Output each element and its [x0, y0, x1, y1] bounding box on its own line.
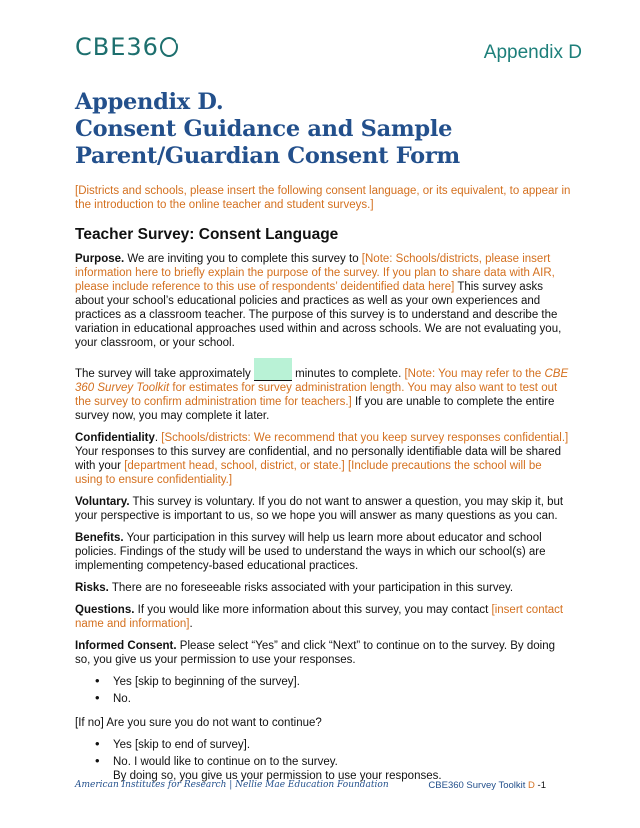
purpose-paragraph: Purpose. We are inviting you to complete this survey to [Note: Schools/districts, please insert information here to briefly explain the purpose of the survey. If you plan to share data with AIR, please include reference to this use of respondents’ deidentified data here] This survey asks about your school’s educational policies and practices as well as your own experiences and practices as a classroom teacher. The purpose of this survey is to understand and describe the variation in educational approaches used within and across schools. We are not evaluating you, your classroom, or your school.: [75, 253, 562, 349]
followup-question: [If no] Are you sure you do not want to continue?: [75, 717, 322, 729]
title-line-3: Parent/Guardian Consent Form: [75, 143, 460, 169]
intro-note: [Districts and schools, please insert the following consent language, or its equivalent, to appear in the introduction to the online teacher and student surveys.]: [75, 185, 571, 211]
informed-consent-paragraph: Informed Consent. Please select “Yes” and click “Next” to continue on to the survey. By doing so, you give us your permission to use your responses.: [75, 640, 556, 666]
followup-option-no: • No. I would like to continue on to the survey. By doing so, you give us your permission to use your responses.: [95, 755, 571, 783]
voluntary-paragraph: Voluntary. This survey is voluntary. If you do not want to answer a question, you may skip it, but your perspective is important to us, so we hope you will answer as many questions as you can.: [75, 496, 564, 522]
cbe360-logo: CBE36: [75, 33, 178, 61]
page-title: [75, 89, 571, 170]
confidentiality-paragraph: Confidentiality. [Schools/districts: We recommend that you keep survey responses confidential.] Your responses to this survey are confidential, and no personally identifiable data will be shared with your [department head, school, district, or state.] [Include precautions the school will be using to ensure confidentiality.]: [75, 432, 569, 486]
logo-zero-ring-icon: [160, 37, 178, 57]
footer-organizations: American Institutes for Research | Nellie Mae Education Foundation: [75, 780, 389, 790]
questions-paragraph: Questions. If you would like more information about this survey, you may contact [insert contact name and information].: [75, 604, 564, 630]
title-line-1: Appendix D.: [75, 89, 224, 115]
appendix-tag: Appendix D: [483, 42, 582, 63]
consent-option-yes: • Yes [skip to beginning of the survey].: [95, 675, 571, 689]
risks-paragraph: Risks. There are no foreseeable risks associated with your participation in this survey.: [75, 582, 514, 594]
consent-options-list: [75, 675, 571, 706]
title-line-2: Consent Guidance and Sample: [75, 116, 453, 142]
section-heading: Teacher Survey: Consent Language: [75, 226, 339, 243]
minutes-blank: [254, 358, 292, 381]
document-body: [75, 89, 571, 793]
footer-page-label: CBE360 Survey Toolkit D -1: [428, 780, 546, 791]
consent-option-no: • No.: [95, 692, 571, 706]
followup-options-list: [75, 738, 571, 783]
time-paragraph: The survey will take approximately minutes to complete. [Note: You may refer to the CBE 360 Survey Toolkit for estimates for survey administration length. You may also want to test out the survey to confirm administration time for teachers.] If you are unable to complete the entire survey now, you may complete it later.: [75, 358, 571, 423]
followup-option-yes: • Yes [skip to end of survey].: [95, 738, 571, 752]
benefits-paragraph: Benefits. Your participation in this survey will help us learn more about educator and school policies. Findings of the study will be used to understand the ways in which our school(s) are implementing competency-based educational practices.: [75, 532, 546, 572]
